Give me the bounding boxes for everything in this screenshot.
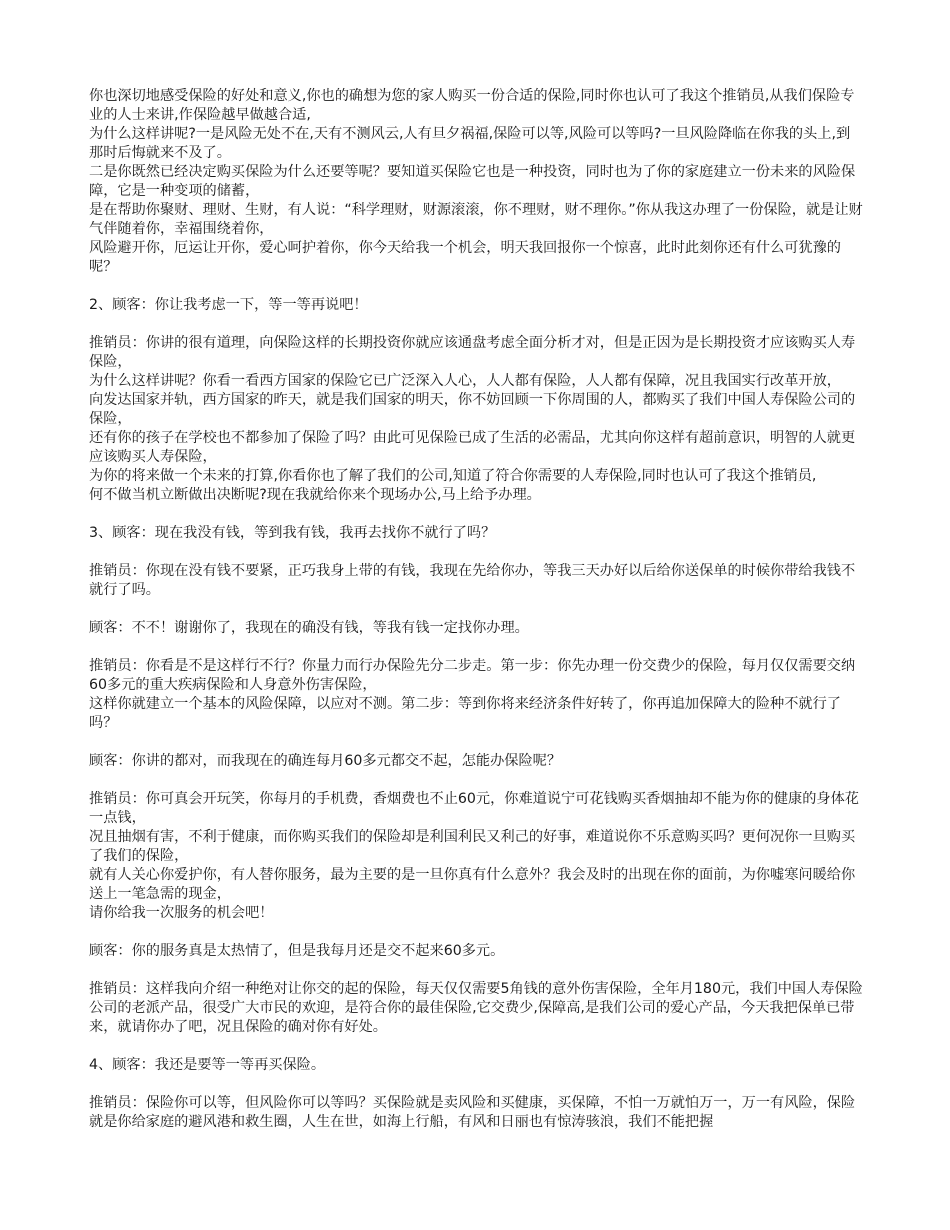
paragraph-salesperson-reply-3c — [89, 790, 864, 923]
text-line: 3、顾客：现在我没有钱，等到我有钱，我再去找你不就行了吗？ — [89, 525, 496, 541]
paragraph-salesperson-reply-3a — [89, 562, 864, 600]
text-line: 推销员：这样我向介绍一种绝对让你交的起的保险，每天仅仅需要5角钱的意外伤害保险，全年月180元，我们中国人寿保险公司的老派产品，很受广大市民的欢迎，是符合你的最佳保险,它交费少,保障高,是我们公司的爱心产品，今天我把保单已带来，就请你办了吧，况且保险的确对你有好处。 — [89, 981, 863, 1035]
text-line: 2、顾客：你让我考虑一下，等一等再说吧！ — [89, 297, 368, 313]
text-line: 推销员：你可真会开玩笑，你每月的手机费，香烟费也不止60元，你难道说宁可花钱购买香烟抽却不能为你的健康的身体花一点钱， — [89, 791, 859, 826]
text-line: 为你的将来做一个未来的打算,你看你也了解了我们的公司,知道了符合你需要的人寿保险,同时也认可了我这个推销员, — [89, 468, 817, 484]
text-line: 风险避开你，厄运让开你，爱心呵护着你，你今天给我一个机会，明天我回报你一个惊喜，此时此刻你还有什么可犹豫的呢？ — [89, 240, 841, 275]
text-line: 为什么这样讲呢?一是风险无处不在,天有不测风云,人有旦夕祸福,保险可以等,风险可以等吗?一旦风险降临在你我的头上,到那时后悔就来不及了。 — [89, 126, 851, 161]
text-line: 顾客：不不！谢谢你了，我现在的确没有钱，等我有钱一定找你办理。 — [89, 620, 529, 636]
paragraph-salesperson-reply-2 — [89, 334, 864, 505]
paragraph-customer-objection-3 — [89, 524, 864, 543]
paragraph-customer-reply-3c — [89, 942, 864, 961]
paragraph-intro — [89, 87, 864, 277]
paragraph-customer-reply-3a — [89, 619, 864, 638]
text-line: 就有人关心你爱护你，有人替你服务，最为主要的是一旦你真有什么意外？我会及时的出现在你的面前，为你嘘寒问暖给你送上一笔急需的现金， — [89, 867, 856, 902]
text-line: 顾客：你的服务真是太热情了，但是我每月还是交不起来60多元。 — [89, 943, 505, 959]
text-line: 请你给我一次服务的机会吧！ — [89, 905, 274, 921]
text-line: 何不做当机立断做出决断呢?现在我就给你来个现场办公,马上给予办理。 — [89, 487, 541, 503]
text-line: 顾客：你讲的都对，而我现在的确连每月60多元都交不起，怎能办保险呢？ — [89, 753, 562, 769]
text-line: 推销员：你讲的很有道理，向保险这样的长期投资你就应该通盘考虑全面分析才对，但是正因为是长期投资才应该购买人寿保险， — [89, 335, 856, 370]
paragraph-customer-objection-2 — [89, 296, 864, 315]
text-line: 4、顾客：我还是要等一等再买保险。 — [89, 1057, 326, 1073]
text-line: 二是你既然已经决定购买保险为什么还要等呢？要知道买保险它也是一种投资，同时也为了你的家庭建立一份未来的风险保障，它是一种变项的储蓄， — [89, 164, 856, 199]
text-line: 还有你的孩子在学校也不都参加了保险了吗？由此可见保险已成了生活的必需品，尤其向你这样有超前意识，明智的人就更应该购买人寿保险， — [89, 430, 856, 465]
text-line: 况且抽烟有害，不利于健康，而你购买我们的保险却是利国利民又利己的好事，难道说你不乐意购买吗？更何况你一旦购买了我们的保险， — [89, 829, 856, 864]
text-line: 向发达国家并轨，西方国家的昨天，就是我们国家的明天，你不妨回顾一下你周围的人，都购买了我们中国人寿保险公司的保险， — [89, 392, 856, 427]
text-line: 推销员：你现在没有钱不要紧，正巧我身上带的有钱，我现在先给你办，等我三天办好以后给你送保单的时候你带给我钱不就行了吗。 — [89, 563, 856, 598]
text-line: 为什么这样讲呢？你看一看西方国家的保险它已广泛深入人心，人人都有保险，人人都有保障，况且我国实行改革开放， — [89, 373, 841, 389]
text-line: 推销员：保险你可以等，但风险你可以等吗？买保险就是卖风险和买健康，买保障，不怕一万就怕万一，万一有风险，保险就是你给家庭的避风港和救生圈，人生在世，如海上行船，有风和日丽也有惊涛骇浪，我们不能把握 — [89, 1095, 856, 1130]
paragraph-salesperson-reply-3b — [89, 657, 864, 733]
text-line: 推销员：你看是不是这样行不行？你量力而行办保险先分二步走。第一步：你先办理一份交费少的保险，每月仅仅需要交纳60多元的重大疾病保险和人身意外伤害保险， — [89, 658, 856, 693]
text-line: 你也深切地感受保险的好处和意义,你也的确想为您的家人购买一份合适的保险,同时你也认可了我这个推销员,从我们保险专业的人士来讲,作保险越早做越合适, — [89, 88, 855, 123]
paragraph-customer-objection-4 — [89, 1056, 864, 1075]
text-line: 这样你就建立一个基本的风险保障，以应对不测。第二步：等到你将来经济条件好转了，你再追加保障大的险种不就行了吗？ — [89, 696, 841, 731]
document-body — [89, 87, 864, 1151]
text-line: 是在帮助你聚财、理财、生财，有人说：“科学理财，财源滚滚，你不理财，财不理你。”你从我这办理了一份保险，就是让财气伴随着你，幸福围绕着你， — [89, 202, 863, 237]
paragraph-salesperson-reply-4 — [89, 1094, 864, 1132]
paragraph-salesperson-reply-3d — [89, 980, 864, 1037]
paragraph-customer-reply-3b — [89, 752, 864, 771]
